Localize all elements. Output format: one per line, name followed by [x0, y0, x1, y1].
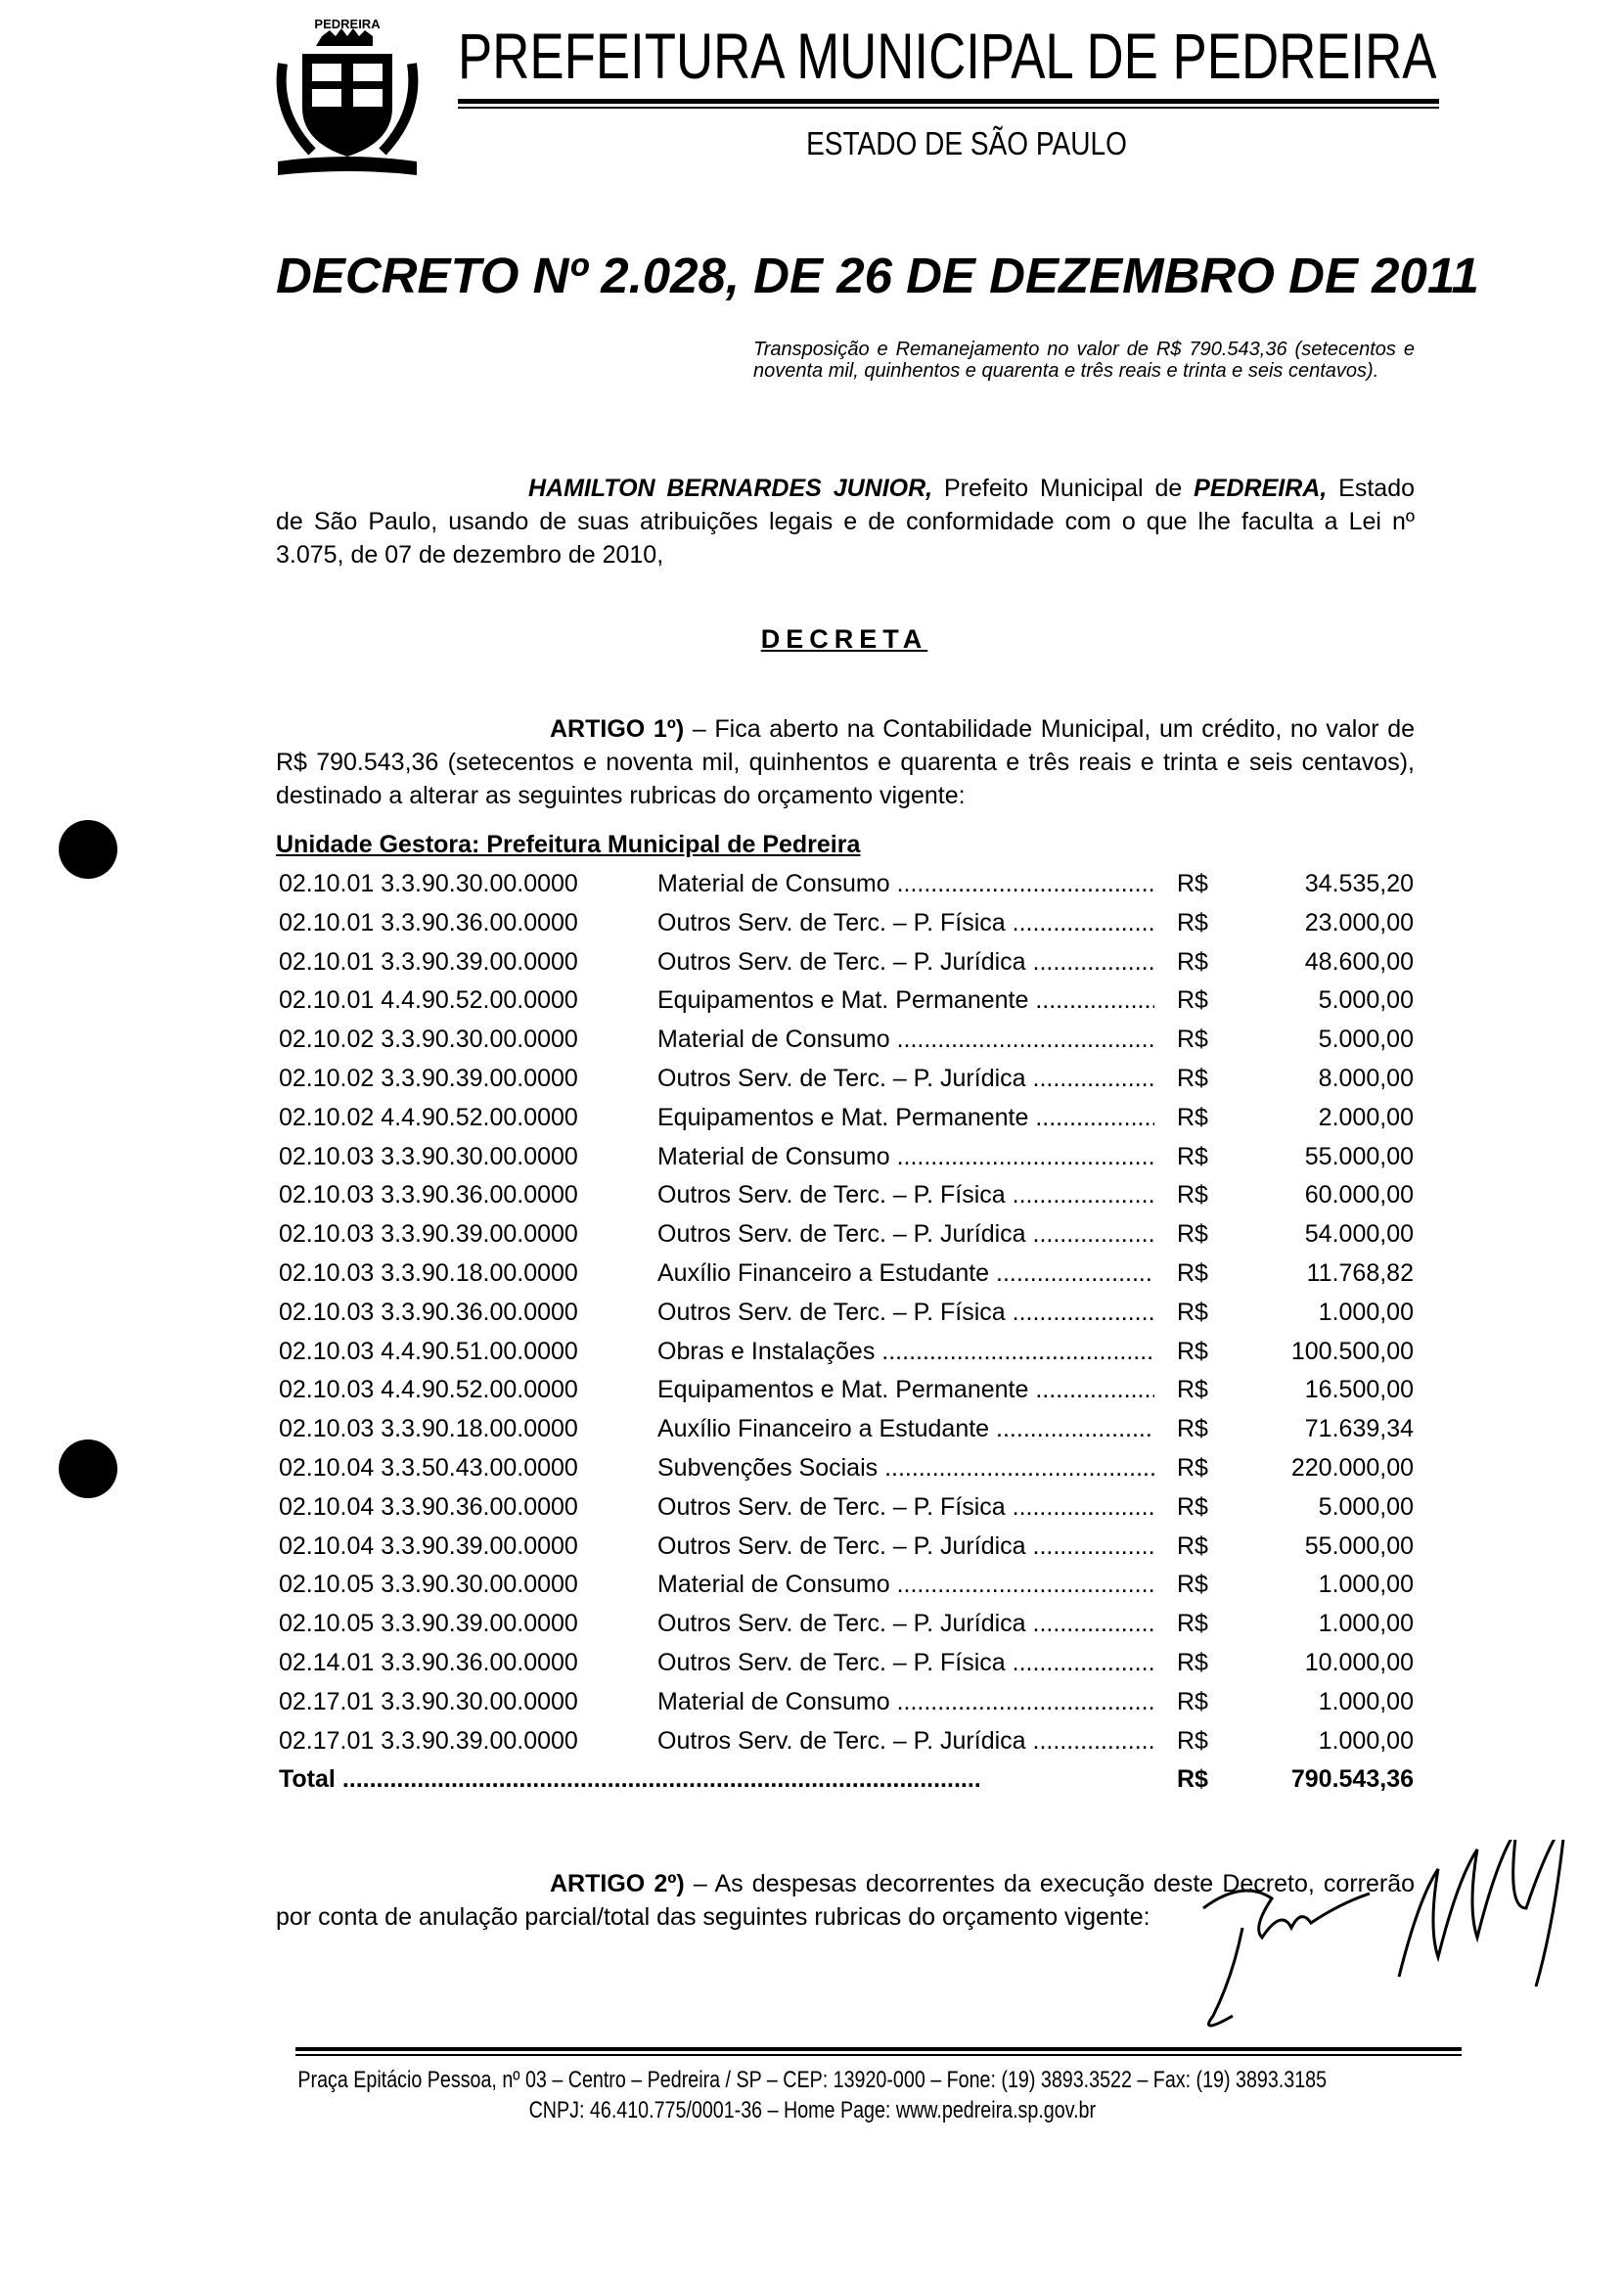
- amount: 8.000,00: [1318, 1064, 1414, 1092]
- budget-code: 02.14.01 3.3.90.36.00.0000: [279, 1648, 578, 1676]
- amount: 100.500,00: [1290, 1337, 1414, 1365]
- total-label: Total .....: [279, 1761, 1154, 1797]
- decree-summary: Transposição e Remanejamento no valor de R$ 790.543,36 (setecentos e noventa mil, quinhentos e quarenta e três reais e trinta e seis centavos).: [753, 339, 1415, 382]
- currency: R$: [1177, 1415, 1208, 1443]
- budget-code: 02.10.02 4.4.90.52.00.0000: [279, 1103, 578, 1131]
- amount: 48.600,00: [1304, 947, 1414, 976]
- total-row: [279, 1761, 1414, 1801]
- amount: 2.000,00: [1318, 1103, 1414, 1131]
- amount: 1.000,00: [1318, 1571, 1414, 1599]
- footer-address-text: Praça Epitácio Pessoa, nº 03 – Centro – Pedreira / SP – CEP: 13920-000 – Fone: (19) 3893.3522 – Fax: (19) 3893.3185: [297, 2067, 1327, 2093]
- table-row: [279, 1256, 1414, 1295]
- expense-description: Obras e Instalações .....: [657, 1334, 1154, 1369]
- table-row: [279, 982, 1414, 1022]
- budget-code: 02.10.03 3.3.90.36.00.0000: [279, 1298, 578, 1326]
- table-row: [279, 1372, 1414, 1411]
- municipality-title: PREFEITURA MUNICIPAL DE PEDREIRA: [458, 20, 1437, 92]
- amount: 5.000,00: [1318, 1492, 1414, 1521]
- expense-description: Equipamentos e Mat. Permanente .....: [657, 1372, 1154, 1407]
- budget-code: 02.10.05 3.3.90.39.00.0000: [279, 1610, 578, 1638]
- amount: 71.639,34: [1304, 1415, 1414, 1443]
- amount: 34.535,20: [1304, 870, 1414, 897]
- amount: 1.000,00: [1318, 1687, 1414, 1715]
- preamble-text: Prefeito Municipal de: [932, 475, 1195, 502]
- budget-code: 02.10.01 3.3.90.30.00.0000: [279, 870, 578, 897]
- table-row: [279, 1100, 1414, 1139]
- header-rule: [458, 99, 1439, 104]
- expense-description: Material de Consumo .....: [657, 1567, 1154, 1602]
- svg-text:PEDREIRA: PEDREIRA: [314, 17, 381, 31]
- amount: 5.000,00: [1318, 986, 1414, 1015]
- managing-unit: Unidade Gestora: Prefeitura Municipal de Pedreira: [276, 831, 861, 858]
- signatures: [1174, 1840, 1565, 2065]
- currency: R$: [1177, 1103, 1208, 1131]
- expense-description: Outros Serv. de Terc. – P. Física .....: [657, 1489, 1154, 1525]
- budget-code: 02.10.05 3.3.90.30.00.0000: [279, 1571, 578, 1599]
- currency: R$: [1177, 1765, 1208, 1794]
- amount: 5.000,00: [1318, 1026, 1414, 1054]
- footer-rule-thin: [295, 2054, 1462, 2056]
- table-row: [279, 866, 1414, 905]
- state-subtitle: ESTADO DE SÃO PAULO: [806, 125, 1127, 161]
- table-row: [279, 1567, 1414, 1606]
- currency: R$: [1177, 1571, 1208, 1599]
- budget-code: 02.10.03 3.3.90.36.00.0000: [279, 1181, 578, 1210]
- amount: 60.000,00: [1304, 1181, 1414, 1210]
- coat-of-arms-logo: [273, 15, 422, 186]
- currency: R$: [1177, 1220, 1208, 1249]
- table-row: [279, 1723, 1414, 1762]
- currency: R$: [1177, 1610, 1208, 1638]
- budget-code: 02.10.02 3.3.90.30.00.0000: [279, 1026, 578, 1054]
- currency: R$: [1177, 1181, 1208, 1210]
- amount: 11.768,82: [1306, 1258, 1414, 1287]
- article-2-label: ARTIGO 2º): [550, 1870, 685, 1897]
- amount: 1.000,00: [1318, 1726, 1414, 1755]
- expense-description: Outros Serv. de Terc. – P. Jurídica .....: [657, 944, 1154, 980]
- decree-heading: DECRETO Nº 2.028, DE 26 DE DEZEMBRO DE 2011: [276, 248, 1479, 303]
- amount: 1.000,00: [1318, 1298, 1414, 1326]
- preamble-paragraph: [276, 472, 1415, 571]
- table-row: [279, 944, 1414, 983]
- budget-code: 02.10.01 3.3.90.39.00.0000: [279, 947, 578, 976]
- budget-code: 02.17.01 3.3.90.39.00.0000: [279, 1726, 578, 1755]
- expense-description: Material de Consumo .....: [657, 866, 1154, 901]
- table-row: [279, 1489, 1414, 1529]
- amount: 55.000,00: [1304, 1531, 1414, 1560]
- budget-code: 02.10.04 3.3.90.39.00.0000: [279, 1531, 578, 1560]
- table-row: [279, 1216, 1414, 1256]
- expense-description: Material de Consumo .....: [657, 1022, 1154, 1057]
- expense-description: Outros Serv. de Terc. – P. Física .....: [657, 1177, 1154, 1212]
- currency: R$: [1177, 986, 1208, 1015]
- currency: R$: [1177, 1726, 1208, 1755]
- preamble-text-2: Estado de São Paulo, usando de suas atribuições legais e de conformidade com o que lhe faculta a Lei nº 3.075, de 07 de dezembro de 2010,: [276, 475, 1415, 569]
- currency: R$: [1177, 1064, 1208, 1092]
- table-row: [279, 1022, 1414, 1061]
- expense-description: Outros Serv. de Terc. – P. Jurídica .....: [657, 1529, 1154, 1564]
- table-row: [279, 1295, 1414, 1334]
- currency: R$: [1177, 1026, 1208, 1054]
- currency: R$: [1177, 1531, 1208, 1560]
- footer-cnpj: [0, 2097, 1624, 2124]
- punch-hole: [59, 1439, 117, 1498]
- footer-address: [0, 2067, 1624, 2094]
- budget-code: 02.10.03 3.3.90.30.00.0000: [279, 1142, 578, 1170]
- budget-code: 02.10.01 3.3.90.36.00.0000: [279, 908, 578, 936]
- budget-table: [279, 866, 1414, 1801]
- budget-code: 02.10.03 4.4.90.51.00.0000: [279, 1337, 578, 1365]
- budget-code: 02.10.03 3.3.90.39.00.0000: [279, 1220, 578, 1249]
- expense-description: Outros Serv. de Terc. – P. Jurídica .....: [657, 1061, 1154, 1096]
- expense-description: Material de Consumo .....: [657, 1684, 1154, 1719]
- currency: R$: [1177, 1258, 1208, 1287]
- punch-hole: [59, 820, 117, 879]
- currency: R$: [1177, 1453, 1208, 1482]
- expense-description: Material de Consumo .....: [657, 1139, 1154, 1174]
- expense-description: Outros Serv. de Terc. – P. Física .....: [657, 1645, 1154, 1680]
- expense-description: Equipamentos e Mat. Permanente .....: [657, 982, 1154, 1018]
- currency: R$: [1177, 947, 1208, 976]
- table-row: [279, 1645, 1414, 1684]
- currency: R$: [1177, 1648, 1208, 1676]
- footer-rule: [295, 2047, 1462, 2051]
- expense-description: Outros Serv. de Terc. – P. Física .....: [657, 1295, 1154, 1330]
- footer-cnpj-text: CNPJ: 46.410.775/0001-36 – Home Page: www.pedreira.sp.gov.br: [528, 2097, 1096, 2123]
- currency: R$: [1177, 1142, 1208, 1170]
- city-name: PEDREIRA,: [1194, 475, 1328, 502]
- table-row: [279, 1606, 1414, 1645]
- amount: 16.500,00: [1304, 1376, 1414, 1404]
- expense-description: Subvenções Sociais .....: [657, 1450, 1154, 1485]
- decreta-heading: DECRETA: [760, 624, 928, 654]
- expense-description: Equipamentos e Mat. Permanente .....: [657, 1100, 1154, 1135]
- expense-description: Outros Serv. de Terc. – P. Jurídica .....: [657, 1216, 1154, 1252]
- budget-code: 02.10.03 3.3.90.18.00.0000: [279, 1415, 578, 1443]
- expense-description: Outros Serv. de Terc. – P. Física .....: [657, 905, 1154, 940]
- table-row: [279, 1450, 1414, 1489]
- table-row: [279, 905, 1414, 944]
- header-rule-thin: [458, 107, 1439, 109]
- article-1-label: ARTIGO 1º): [550, 715, 685, 743]
- article-1: [276, 712, 1415, 812]
- expense-description: Outros Serv. de Terc. – P. Jurídica .....: [657, 1723, 1154, 1758]
- article-1-text: – Fica aberto na Contabilidade Municipal, um crédito, no valor de R$ 790.543,36 (setecentos e noventa mil, quinhentos e quarenta e três reais e trinta e seis centavos), destinado a alterar as seguintes rubricas do orçamento vigente:: [276, 715, 1415, 809]
- amount: 10.000,00: [1304, 1648, 1414, 1676]
- table-row: [279, 1139, 1414, 1178]
- expense-description: Auxílio Financeiro a Estudante .....: [657, 1256, 1154, 1291]
- amount: 54.000,00: [1304, 1220, 1414, 1249]
- total-amount: 790.543,36: [1290, 1765, 1414, 1794]
- table-row: [279, 1411, 1414, 1450]
- article-2-text: – As despesas decorrentes da execução deste Decreto, correrão por conta de anulação parcial/total das seguintes rubricas do orçamento vigente:: [276, 1870, 1416, 1931]
- budget-code: 02.10.01 4.4.90.52.00.0000: [279, 986, 578, 1015]
- currency: R$: [1177, 1376, 1208, 1404]
- amount: 1.000,00: [1318, 1610, 1414, 1638]
- expense-description: Outros Serv. de Terc. – P. Jurídica .....: [657, 1606, 1154, 1641]
- budget-code: 02.10.04 3.3.90.36.00.0000: [279, 1492, 578, 1521]
- expense-description: Auxílio Financeiro a Estudante .....: [657, 1411, 1154, 1446]
- budget-code: 02.10.03 4.4.90.52.00.0000: [279, 1376, 578, 1404]
- amount: 55.000,00: [1304, 1142, 1414, 1170]
- table-row: [279, 1334, 1414, 1373]
- table-row: [279, 1177, 1414, 1216]
- currency: R$: [1177, 908, 1208, 936]
- currency: R$: [1177, 1687, 1208, 1715]
- currency: R$: [1177, 1337, 1208, 1365]
- currency: R$: [1177, 870, 1208, 897]
- table-row: [279, 1529, 1414, 1568]
- currency: R$: [1177, 1492, 1208, 1521]
- mayor-name: HAMILTON BERNARDES JUNIOR,: [528, 475, 933, 502]
- budget-code: 02.17.01 3.3.90.30.00.0000: [279, 1687, 578, 1715]
- budget-code: 02.10.02 3.3.90.39.00.0000: [279, 1064, 578, 1092]
- amount: 23.000,00: [1304, 908, 1414, 936]
- table-row: [279, 1061, 1414, 1100]
- currency: R$: [1177, 1298, 1208, 1326]
- table-row: [279, 1684, 1414, 1723]
- budget-code: 02.10.03 3.3.90.18.00.0000: [279, 1258, 578, 1287]
- amount: 220.000,00: [1290, 1453, 1414, 1482]
- budget-code: 02.10.04 3.3.50.43.00.0000: [279, 1453, 578, 1482]
